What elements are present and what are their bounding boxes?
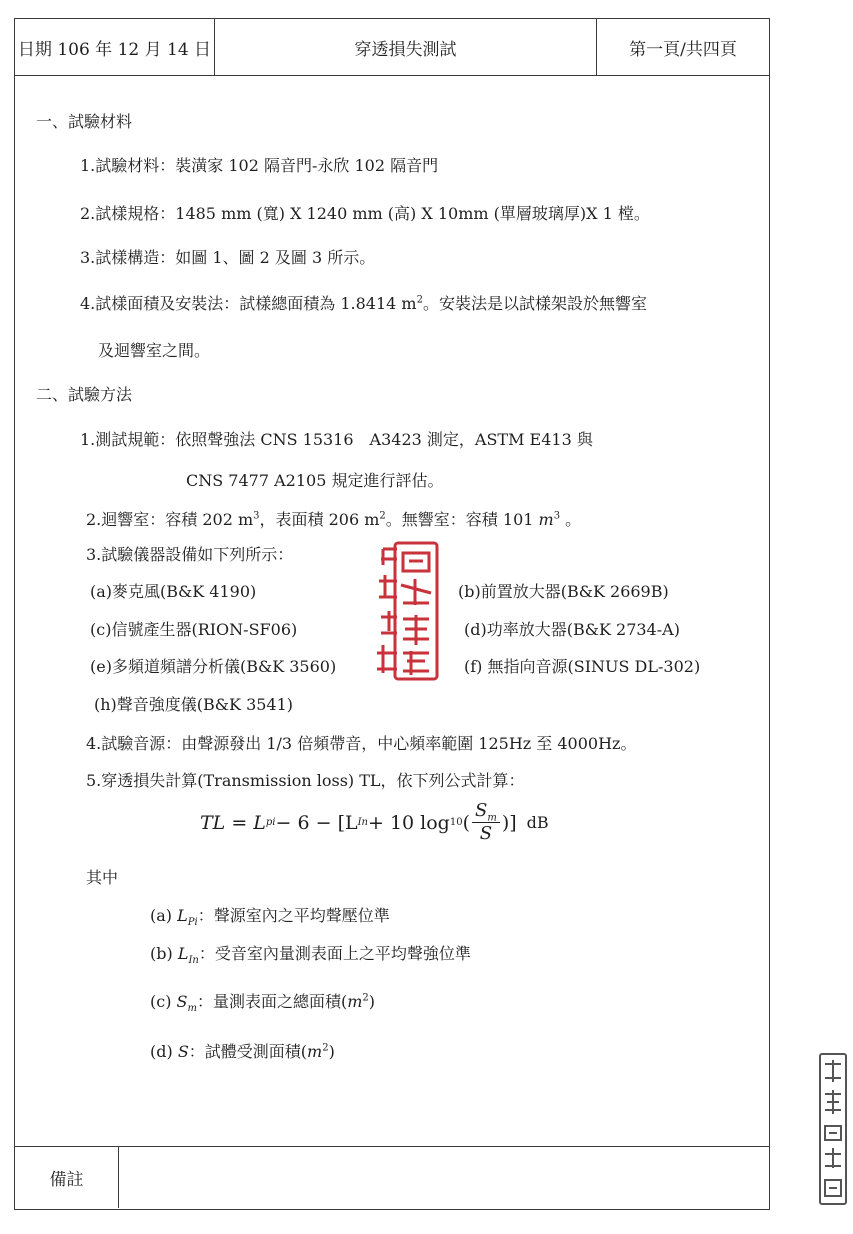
side-seal-stamp [818, 1052, 848, 1206]
title-cell: 穿透損失測試 [215, 19, 597, 76]
red-seal-stamp [371, 541, 441, 681]
equipment-e: (e)多頻道頻譜分析儀(B&K 3560) [90, 657, 337, 676]
header-row [15, 19, 769, 76]
source-item: 4.試驗音源：由聲源發出 1/3 倍頻帶音，中心頻率範圍 125Hz 至 4000Hz。 [86, 734, 637, 753]
area-ratio-fraction: $\frac{S_m}{S}$ [472, 800, 500, 845]
material-item: 1.試驗材料：裝潢家 102 隔音門-永欣 102 隔音門 [80, 156, 439, 175]
definitions-intro: 其中 [86, 868, 119, 887]
date-cell: 日期 106 年 12 月 14 日 [15, 19, 215, 76]
remarks-row [15, 1146, 769, 1209]
definition-b: (b) $L_{In}$：受音室內量測表面上之平均聲強位準 [150, 944, 471, 967]
section2-heading: 二、試驗方法 [36, 385, 133, 404]
spec-item: 2.試樣規格：1485 mm (寬) X 1240 mm (高) X 10mm (單層玻璃厚)X 1 樘。 [80, 204, 650, 223]
equipment-d: (d)功率放大器(B&K 2734-A) [464, 620, 680, 639]
equipment-c: (c)信號產生器(RION-SF06) [90, 620, 298, 639]
area-item: 4.試樣面積及安裝法：試樣總面積為 1.8414 $m^2$。安裝法是以試樣架設於無響室 [80, 294, 647, 313]
definition-a: (a) $L_{Pi}$：聲源室內之平均聲壓位準 [150, 906, 390, 929]
equipment-f: (f) 無指向音源(SINUS DL-302) [464, 657, 701, 676]
structure-item: 3.試樣構造：如圖 1、圖 2 及圖 3 所示。 [80, 248, 376, 267]
definition-c: (c) $S_m$：量測表面之總面積$(m^2)$ [150, 992, 376, 1015]
page-number-cell: 第一頁/共四頁 [629, 40, 737, 60]
equipment-h: (h)聲音強度儀(B&K 3541) [94, 695, 294, 714]
remarks-label: 備註 [15, 1147, 119, 1208]
tl-formula: TL = L pi − 6 − [L In + 10 log 10 ( $\frac{S_m}{S}$ )] dB [200, 800, 549, 844]
standard-item: 1.測試規範：依照聲強法 CNS 15316 A3423 測定，ASTM E413 與 [80, 430, 593, 449]
calculation-item: 5.穿透損失計算(Transmission loss) TL，依下列公式計算： [86, 771, 525, 790]
definition-d: (d) S：試體受測面積$(m^2)$ [150, 1042, 335, 1061]
room-item: 2.迴響室：容積 202 $m^3$，表面積 206 $m^2$。無響室：容積 101 $m^3$ 。 [86, 510, 582, 529]
standard-item-continued: CNS 7477 A2105 規定進行評估。 [186, 471, 444, 490]
equipment-b: (b)前置放大器(B&K 2669B) [458, 582, 669, 601]
equipment-a: (a)麥克風(B&K 4190) [90, 582, 257, 601]
section1-heading: 一、試驗材料 [36, 112, 133, 131]
area-item-continued: 及迴響室之間。 [98, 341, 211, 360]
equipment-heading: 3.試驗儀器設備如下列所示： [86, 545, 294, 564]
